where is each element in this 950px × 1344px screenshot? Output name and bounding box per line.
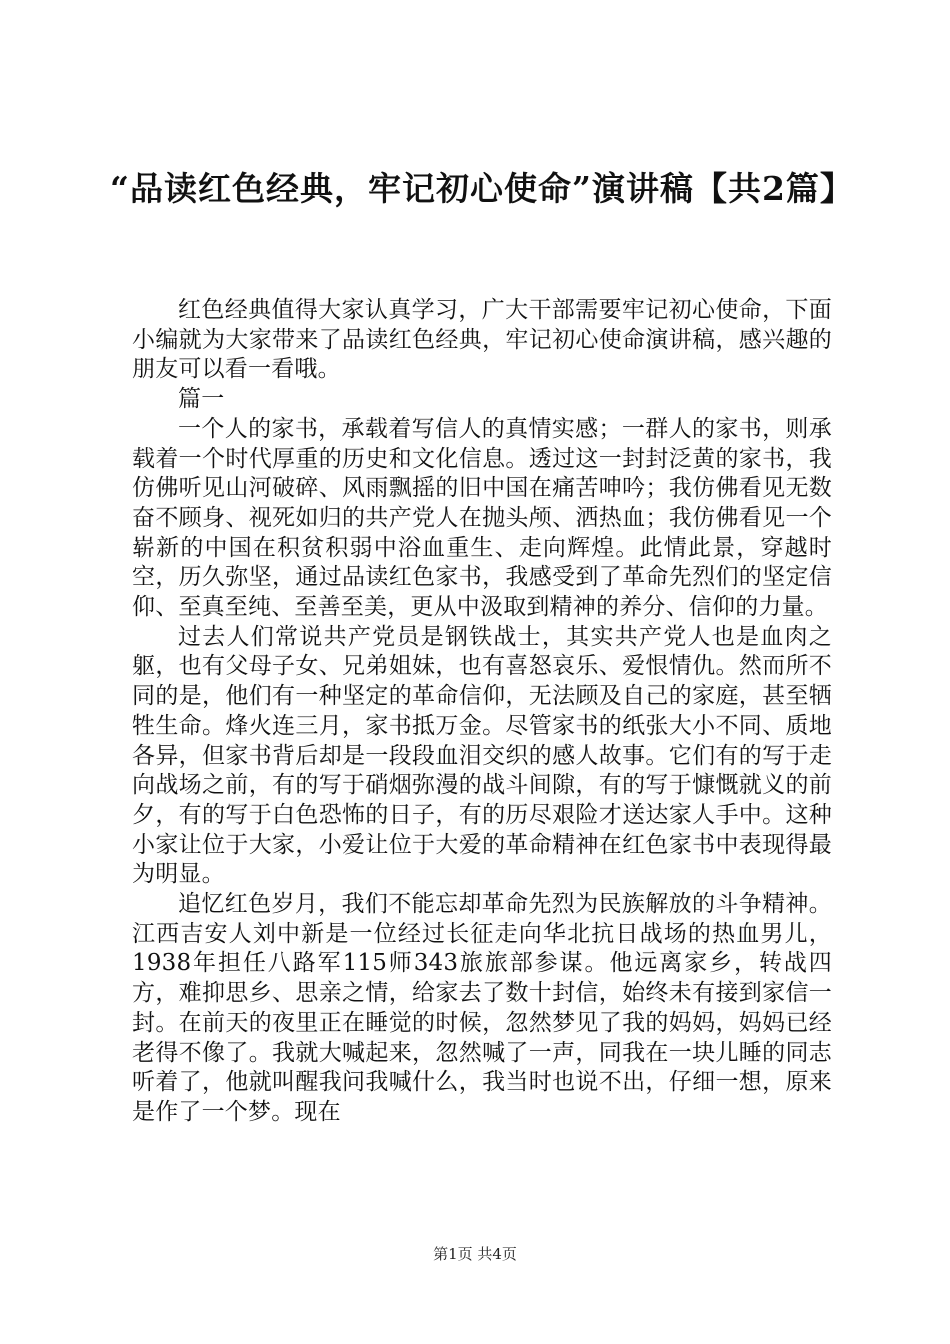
document-title: “品读红色经典，牢记初心使命”演讲稿【共2篇】 xyxy=(110,169,854,208)
paragraph-communist-members: 过去人们常说共产党员是钢铁战士，其实共产党人也是血肉之躯，也有父母子女、兄弟姐妹，也有喜怒哀乐、爱恨情仇。然而所不同的是，他们有一种坚定的革命信仰，无法顾及自己的家庭，甚至牺牲生命。烽火连三月，家书抵万金。尽管家书的纸张大小不同、质地各异，但家书背后却是一段段血泪交织的感人故事。它们有的写于走向战场之前，有的写于硝烟弥漫的战斗间隙，有的写于慷慨就义的前夕，有的写于白色恐怖的日子，有的历尽艰险才送达家人手中。这种小家让位于大家，小爱让位于大爱的革命精神在红色家书中表现得最为明显。 xyxy=(132,623,832,888)
paragraph-red-years: 追忆红色岁月，我们不能忘却革命先烈为民族解放的斗争精神。江西吉安人刘中新是一位经过长征走向华北抗日战场的热血男儿，1938年担任八路军115师343旅旅部参谋。他远离家乡，转战四方，难抑思乡、思亲之情，给家去了数十封信，始终未有接到家信一封。在前天的夜里正在睡觉的时候，忽然梦见了我的妈妈，妈妈已经老得不像了。我就大喊起来，忽然喊了一声，同我在一块儿睡的同志听着了，他就叫醒我问我喊什么，我当时也说不出，仔细一想，原来是作了一个梦。现在 xyxy=(132,891,832,1125)
section-heading-part-one: 篇一 xyxy=(178,386,225,413)
paragraph-intro: 红色经典值得大家认真学习，广大干部需要牢记初心使命，下面小编就为大家带来了品读红色经典，牢记初心使命演讲稿，感兴趣的朋友可以看一看哦。 xyxy=(132,297,832,383)
document-body xyxy=(132,296,832,1128)
page-footer: 第1页 共4页 xyxy=(433,1245,517,1263)
paragraph-family-letters: 一个人的家书，承载着写信人的真情实感；一群人的家书，则承载着一个时代厚重的历史和文化信息。透过这一封封泛黄的家书，我仿佛听见山河破碎、风雨飘摇的旧中国在痛苦呻吟；我仿佛看见无数奋不顾身、视死如归的共产党人在抛头颅、洒热血；我仿佛看见一个崭新的中国在积贫积弱中浴血重生、走向辉煌。此情此景，穿越时空，历久弥坚，通过品读红色家书，我感受到了革命先烈们的坚定信仰、至真至纯、至善至美，更从中汲取到精神的养分、信仰的力量。 xyxy=(132,415,832,621)
